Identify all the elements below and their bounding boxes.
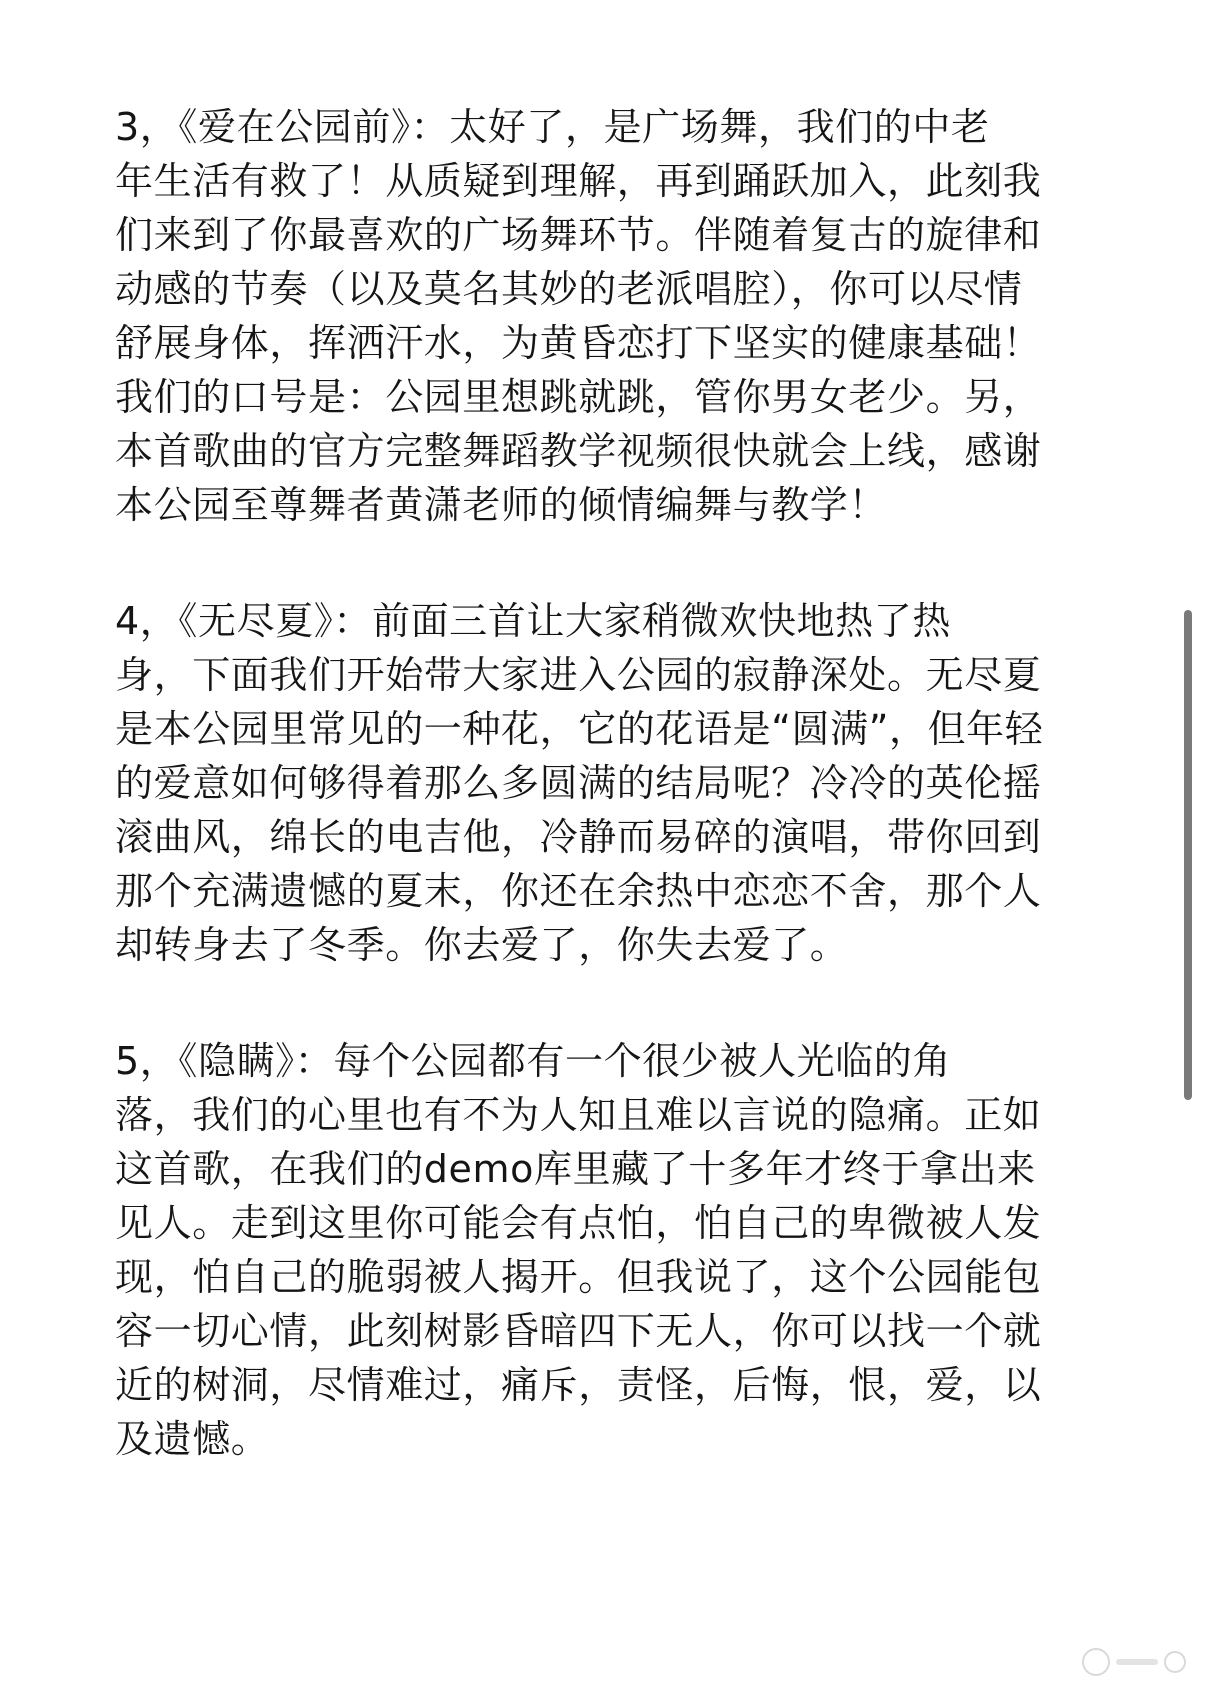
text-line: 的爱意如何够得着那么多圆满的结局呢？冷冷的英伦摇 (115, 761, 1042, 805)
text-line: 落，我们的心里也有不为人知且难以言说的隐痛。正如 (115, 1093, 1042, 1137)
watermark-logo (1082, 1645, 1186, 1679)
text-line: 这首歌，在我们的demo库里藏了十多年才终于拿出来 (115, 1147, 1036, 1191)
text-line: 是本公园里常见的一种花，它的花语是“圆满”，但年轻 (115, 707, 1044, 751)
text-line: 舒展身体，挥洒汗水，为黄昏恋打下坚实的健康基础！ (115, 321, 1042, 365)
text-line: 身，下面我们开始带大家进入公园的寂静深处。无尽夏 (115, 653, 1042, 697)
text-line: 本公园至尊舞者黄潇老师的倾情编舞与教学！ (115, 483, 888, 527)
text-line: 近的树洞，尽情难过，痛斥，责怪，后悔，恨，爱，以 (115, 1363, 1042, 1407)
text-line: 3，《爱在公园前》：太好了，是广场舞，我们的中老 (115, 105, 990, 149)
text-line: 我们的口号是：公园里想跳就跳，管你男女老少。另， (115, 375, 1042, 419)
watermark-circle-icon (1082, 1648, 1110, 1676)
text-line: 现，怕自己的脆弱被人揭开。但我说了，这个公园能包 (115, 1255, 1042, 1299)
paragraph-song-4 (115, 594, 1095, 972)
text-line: 那个充满遗憾的夏末，你还在余热中恋恋不舍，那个人 (115, 869, 1042, 913)
vertical-scrollbar[interactable] (1184, 610, 1192, 1100)
text-line: 本首歌曲的官方完整舞蹈教学视频很快就会上线，感谢 (115, 429, 1042, 473)
paragraph-song-3 (115, 100, 1095, 532)
text-line: 年生活有救了！从质疑到理解，再到踊跃加入，此刻我 (115, 159, 1042, 203)
text-line: 却转身去了冬季。你去爱了，你失去爱了。 (115, 923, 849, 967)
text-line: 5，《隐瞒》：每个公园都有一个很少被人光临的角 (115, 1039, 951, 1083)
watermark-small-circle-icon (1164, 1651, 1186, 1673)
text-line: 及遗憾。 (115, 1417, 270, 1461)
text-line: 见人。走到这里你可能会有点怕，怕自己的卑微被人发 (115, 1201, 1042, 1245)
text-line: 们来到了你最喜欢的广场舞环节。伴随着复古的旋律和 (115, 213, 1042, 257)
article-body (115, 100, 1095, 1528)
text-line: 滚曲风，绵长的电吉他，冷静而易碎的演唱，带你回到 (115, 815, 1042, 859)
watermark-bar-icon (1116, 1659, 1158, 1665)
paragraph-song-5 (115, 1034, 1095, 1466)
text-line: 动感的节奏（以及莫名其妙的老派唱腔），你可以尽情 (115, 267, 1023, 311)
text-line: 容一切心情，此刻树影昏暗四下无人，你可以找一个就 (115, 1309, 1042, 1353)
text-line: 4，《无尽夏》：前面三首让大家稍微欢快地热了热 (115, 599, 951, 643)
